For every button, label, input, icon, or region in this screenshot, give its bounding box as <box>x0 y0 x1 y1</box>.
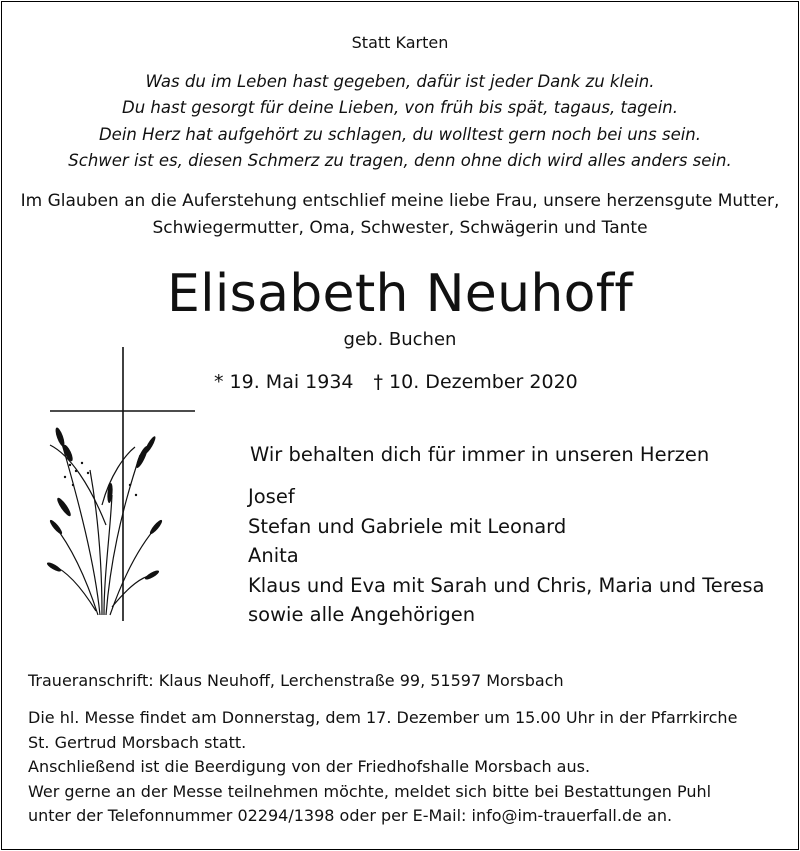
intro-line: Im Glauben an die Auferstehung entschlief meine liebe Frau, unsere herzensgute Mutter, <box>20 191 780 211</box>
death-date: † 10. Dezember 2020 <box>373 371 578 393</box>
mourner: Stefan und Gabriele mit Leonard <box>248 514 567 538</box>
poem <box>0 69 800 174</box>
mourners-list <box>248 482 764 630</box>
mourner: Josef <box>248 485 295 508</box>
memory-line: Wir behalten dich für immer in unseren Herzen <box>250 443 710 466</box>
funeral-notice <box>28 706 737 829</box>
notice-line: St. Gertrud Morsbach statt. <box>28 732 247 752</box>
birth-name: geb. Buchen <box>343 329 457 350</box>
mourner: Anita <box>248 544 299 567</box>
poem-line: Du hast gesorgt für deine Lieben, von früh bis spät, tagaus, tagein. <box>122 98 678 118</box>
life-dates <box>214 371 578 393</box>
mourner: Klaus und Eva mit Sarah und Chris, Maria und Teresa <box>248 573 765 597</box>
intro-text <box>0 188 800 242</box>
mourner: sowie alle Angehörigen <box>248 603 476 626</box>
cross-with-wheat-art <box>40 345 200 625</box>
header-statt-karten: Statt Karten <box>351 33 449 52</box>
birth-date: * 19. Mai 1934 <box>214 371 354 393</box>
poem-line: Was du im Leben hast gegeben, dafür ist jeder Dank zu klein. <box>145 72 655 91</box>
notice-line: Die hl. Messe findet am Donnerstag, dem 17. Dezember um 15.00 Uhr in der Pfarrkirche <box>28 708 738 727</box>
cross-icon <box>50 347 195 621</box>
poem-line: Schwer ist es, diesen Schmerz zu tragen, denn ohne dich wird alles anders sein. <box>68 150 732 170</box>
intro-line: Schwiegermutter, Oma, Schwester, Schwägerin und Tante <box>152 218 648 238</box>
notice-line: unter der Telefonnummer 02294/1398 oder per E-Mail: info@im-trauerfall.de an. <box>28 806 673 825</box>
poem-line: Dein Herz hat aufgehört zu schlagen, du wolltest gern noch bei uns sein. <box>98 124 702 144</box>
notice-line: Wer gerne an der Messe teilnehmen möchte, meldet sich bitte bei Bestattungen Puhl <box>28 781 712 801</box>
notice-line: Anschließend ist die Beerdigung von der Friedhofshalle Morsbach aus. <box>28 757 591 776</box>
mourning-address: Traueranschrift: Klaus Neuhoff, Lerchenstraße 99, 51597 Morsbach <box>28 671 564 690</box>
deceased-name: Elisabeth Neuhoff <box>167 264 633 324</box>
